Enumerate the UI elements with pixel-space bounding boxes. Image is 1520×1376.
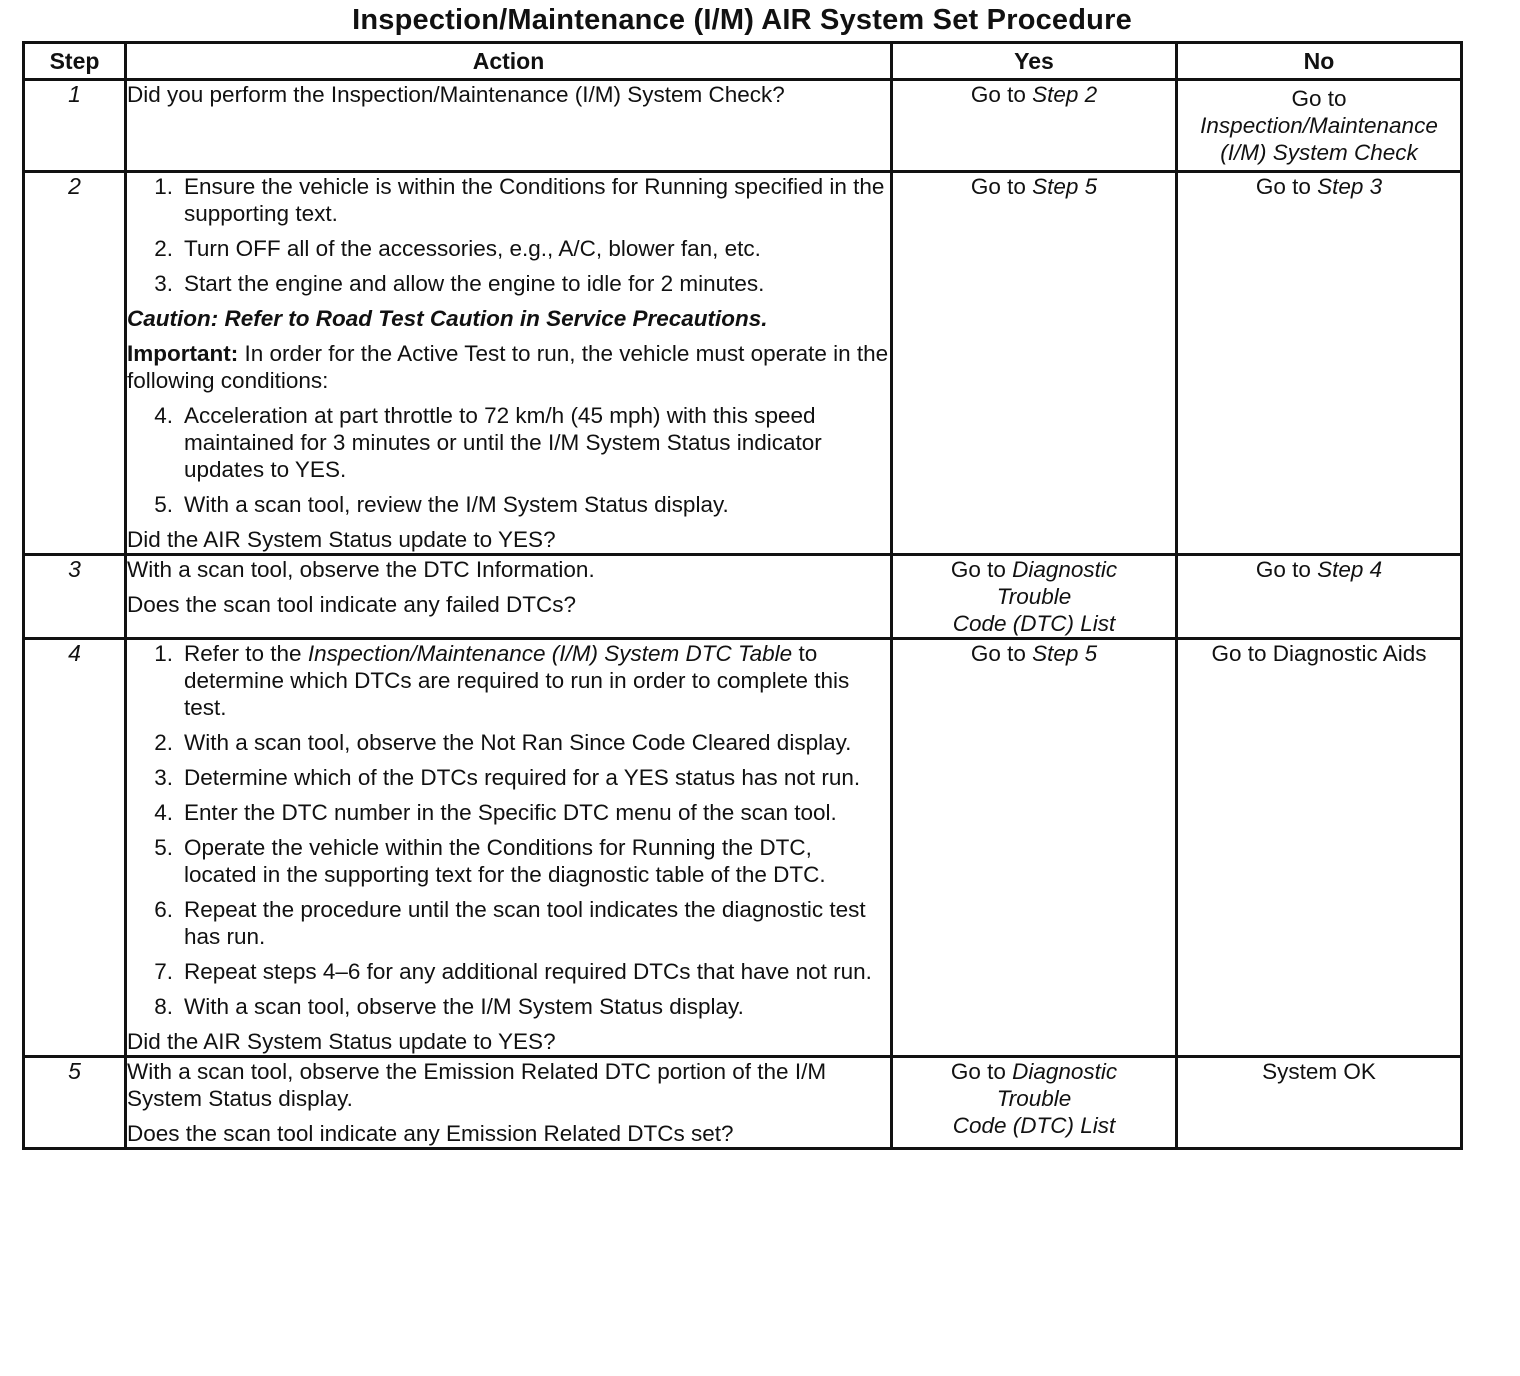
no-cell <box>1177 1057 1462 1149</box>
no-cell[interactable] <box>1177 555 1462 639</box>
question-text: Did the AIR System Status update to YES? <box>127 527 556 552</box>
list-item: 1. Ensure the vehicle is within the Conditions for Running specified in the supporting text. <box>154 174 885 226</box>
important-note <box>127 340 890 394</box>
question-text: Does the scan tool indicate any failed DTCs? <box>127 592 576 617</box>
list-item: 8. With a scan tool, observe the I/M System Status display. <box>154 994 744 1019</box>
header-yes: Yes <box>892 43 1177 80</box>
yes-link[interactable]: Diagnostic <box>1012 1059 1118 1084</box>
yes-cell[interactable] <box>892 172 1177 555</box>
action-cell <box>126 555 892 639</box>
list-item: 6. Repeat the procedure until the scan tool indicates the diagnostic test has run. <box>154 897 866 949</box>
header-step: Step <box>24 43 126 80</box>
list-item: 5. Operate the vehicle within the Conditions for Running the DTC, located in the supporting text for the diagnostic table of the DTC. <box>154 835 826 887</box>
header-no: No <box>1177 43 1462 80</box>
yes-link-line[interactable]: Trouble <box>996 1086 1072 1111</box>
yes-prefix: Go to <box>970 82 1033 107</box>
list-item: 2. With a scan tool, observe the Not Ran Since Code Cleared display. <box>154 730 852 755</box>
table-header-row <box>24 43 1462 80</box>
list-item: 5. With a scan tool, review the I/M System Status display. <box>154 492 729 517</box>
instruction-list <box>127 640 890 1020</box>
yes-link-line[interactable]: Code (DTC) List <box>952 1113 1116 1138</box>
important-text: In order for the Active Test to run, the vehicle must operate in the following conditions: <box>127 341 889 393</box>
yes-cell[interactable] <box>892 639 1177 1057</box>
no-prefix: Go to <box>1255 174 1318 199</box>
action-cell <box>126 80 892 172</box>
action-text: With a scan tool, observe the Emission Related DTC portion of the I/M System Status display. <box>127 1059 827 1111</box>
list-item: 1. Refer to the Inspection/Maintenance (I/M) System DTC Table to determine which DTCs are required to run in order to complete this test. <box>154 641 850 720</box>
action-cell <box>126 1057 892 1149</box>
yes-link[interactable]: Step 5 <box>1032 641 1098 666</box>
list-item: 3. Determine which of the DTCs required for a YES status has not run. <box>154 765 861 790</box>
question-text: Did the AIR System Status update to YES? <box>127 1029 556 1054</box>
no-link[interactable]: Go to Diagnostic Aids <box>1211 641 1427 666</box>
yes-prefix: Go to <box>950 557 1013 582</box>
step-number: 5 <box>24 1057 126 1149</box>
list-item: 2. Turn OFF all of the accessories, e.g., A/C, blower fan, etc. <box>154 236 761 261</box>
step-number: 3 <box>24 555 126 639</box>
table-row <box>24 555 1462 639</box>
list-item: 4. Acceleration at part throttle to 72 km/h (45 mph) with this speed maintained for 3 minutes or until the I/M System Status indicator updates to YES. <box>154 403 822 482</box>
no-prefix: Go to <box>1255 557 1318 582</box>
yes-link[interactable]: Step 2 <box>1032 82 1098 107</box>
yes-link[interactable]: Step 5 <box>1032 174 1098 199</box>
yes-cell[interactable] <box>892 80 1177 172</box>
page-title: Inspection/Maintenance (I/M) AIR System Set Procedure <box>352 4 1132 36</box>
step-number: 2 <box>24 172 126 555</box>
system-ok-text: System OK <box>1262 1059 1376 1084</box>
list-item: 3. Start the engine and allow the engine to idle for 2 minutes. <box>154 271 765 296</box>
yes-prefix: Go to <box>970 641 1033 666</box>
action-cell <box>126 172 892 555</box>
step-number: 1 <box>24 80 126 172</box>
yes-prefix: Go to <box>970 174 1033 199</box>
list-item: 4. Enter the DTC number in the Specific DTC menu of the scan tool. <box>154 800 837 825</box>
no-prefix: Go to <box>1291 86 1347 111</box>
action-text: With a scan tool, observe the DTC Information. <box>127 557 595 582</box>
yes-link-line[interactable]: Trouble <box>996 584 1072 609</box>
instruction-list <box>127 402 890 518</box>
table-row <box>24 80 1462 172</box>
no-cell[interactable] <box>1177 639 1462 1057</box>
no-link[interactable]: Step 3 <box>1317 174 1383 199</box>
no-cell[interactable] <box>1177 172 1462 555</box>
list-item: 7. Repeat steps 4–6 for any additional required DTCs that have not run. <box>154 959 872 984</box>
yes-cell[interactable] <box>892 555 1177 639</box>
no-link[interactable]: Inspection/Maintenance (I/M) System Check <box>1200 113 1438 165</box>
step-number: 4 <box>24 639 126 1057</box>
no-link[interactable]: Step 4 <box>1317 557 1383 582</box>
important-label: Important: <box>127 341 239 366</box>
procedure-table <box>22 41 1463 1150</box>
yes-link[interactable]: Diagnostic <box>1012 557 1118 582</box>
table-row <box>24 172 1462 555</box>
header-action: Action <box>126 43 892 80</box>
no-cell[interactable] <box>1177 80 1462 172</box>
question-text: Does the scan tool indicate any Emission Related DTCs set? <box>127 1121 734 1146</box>
instruction-list <box>127 173 890 297</box>
table-row <box>24 1057 1462 1149</box>
table-row <box>24 639 1462 1057</box>
action-cell <box>126 639 892 1057</box>
question-text: Did you perform the Inspection/Maintenance (I/M) System Check? <box>127 82 785 107</box>
caution-note: Caution: Refer to Road Test Caution in Service Precautions. <box>127 306 768 331</box>
yes-prefix: Go to <box>950 1059 1013 1084</box>
yes-link-line[interactable]: Code (DTC) List <box>952 611 1116 636</box>
dtc-table-link[interactable]: Inspection/Maintenance (I/M) System DTC Table <box>307 641 793 666</box>
yes-cell[interactable] <box>892 1057 1177 1149</box>
